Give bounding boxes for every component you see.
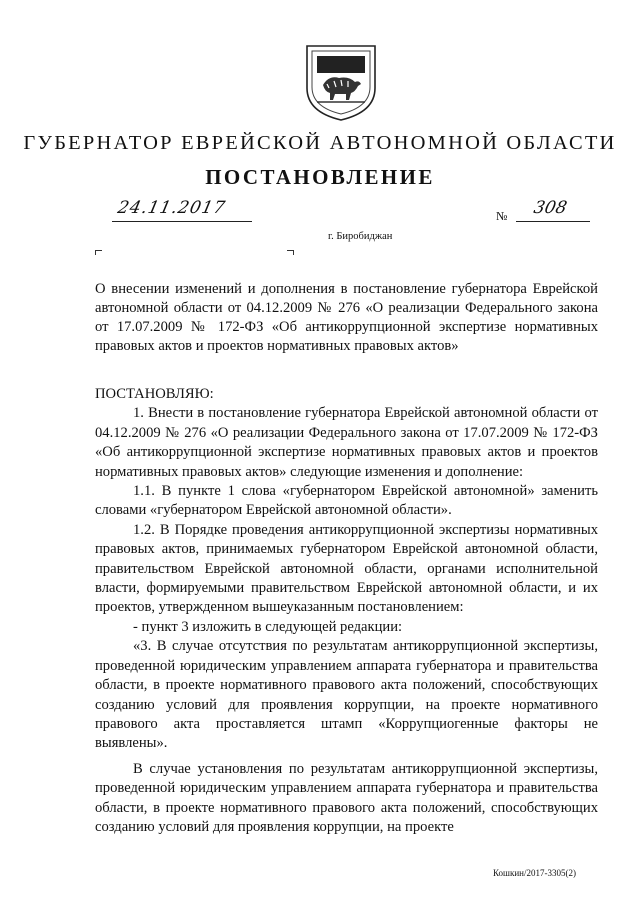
paragraph-item-3-continued: В случае установления по результатам антикоррупционной экспертизы, проведенной юридическим управлением аппарата губернатора и правительства области, в проекте нормативного правового акта положений, способствующих созданию условий для проявления коррупции, на проекте <box>95 760 598 835</box>
subject-corner-right <box>287 250 294 255</box>
paragraph-item-3-intro: - пункт 3 изложить в следующей редакции: <box>133 618 403 635</box>
date-underline <box>112 221 252 222</box>
paragraph-item-3-text: «3. В случае отсутствия по результатам антикоррупционной экспертизы, проведенной юридическим управлением аппарата губернатора и правительства области, в проекте нормативного правового акта положений, способствующих созданию условий для проявления коррупции, на проекте нормативного правового акта проставляется штамп «Коррупциогенные факторы не выявлены». <box>95 638 598 752</box>
paragraph-1: 1. Внести в постановление губернатора Еврейской автономной области от 04.12.2009 № 276 «О реализации Федерального закона от 17.07.2009 № 172-ФЗ «Об антикоррупционной экспертизе нормативных правовых актов и проектов нормативных правовых актов» следующие изменения и дополнение: <box>95 405 598 480</box>
handwritten-date: 24.11.2017 <box>115 198 228 218</box>
number-field <box>496 198 592 224</box>
decree-heading: ПОСТАНОВЛЯЮ: <box>95 386 214 402</box>
authority-title: ГУБЕРНАТОР ЕВРЕЙСКОЙ АВТОНОМНОЙ ОБЛАСТИ <box>23 132 617 154</box>
document-type-title: ПОСТАНОВЛЕНИЕ <box>205 165 435 189</box>
handwritten-number: 308 <box>531 198 569 218</box>
coat-of-arms-icon <box>303 40 379 122</box>
subject-corner-left <box>95 250 102 255</box>
paragraph-1-2: 1.2. В Порядке проведения антикоррупционной экспертизы нормативных правовых актов, принимаемых губернатором Еврейской автономной области, правительством Еврейской автономной области, органами исполнительной власти, формируемыми правительством Еврейской автономной области, и их проектов, утвержденном вышеуказанным постановлением: <box>95 521 598 616</box>
date-field <box>112 198 252 224</box>
number-sign: № <box>496 209 508 223</box>
paragraph-1-1: 1.1. В пункте 1 слова «губернатором Еврейской автономной» заменить словами «губернатором Еврейской автономной области». <box>95 483 598 519</box>
document-subject: О внесении изменений и дополнения в постановление губернатора Еврейской автономной области от 04.12.2009 № 276 «О реализации Федерального закона от 17.07.2009 № 172-ФЗ «Об антикоррупционной экспертизе нормативных правовых актов и проектов нормативных правовых актов» <box>95 281 598 354</box>
footer-code: Кошкин/2017-3305(2) <box>493 868 576 878</box>
document-body <box>95 385 598 837</box>
city-label: г. Биробиджан <box>328 231 393 242</box>
number-underline <box>516 221 590 222</box>
